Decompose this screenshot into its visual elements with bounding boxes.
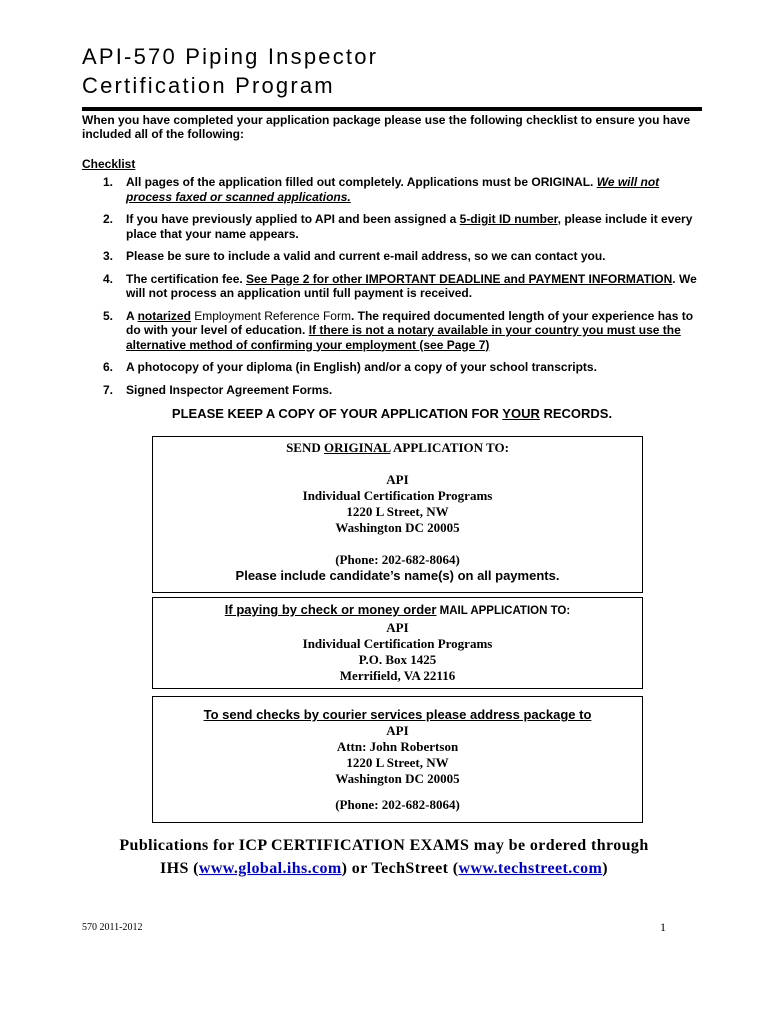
- address-dept: Individual Certification Programs: [302, 636, 493, 651]
- courier-heading: To send checks by courier services please address package to: [203, 707, 592, 722]
- courier-box: [152, 696, 643, 823]
- publications-line-1: Publications for ICP CERTIFICATION EXAMS may be ordered through: [119, 837, 649, 854]
- ihs-link[interactable]: www.global.ihs.com: [198, 860, 342, 877]
- footer-document-code: 570 2011-2012: [82, 922, 143, 933]
- checklist-item-6: 6. A photocopy of your diploma (in English) and/or a copy of your school transcripts.: [103, 360, 597, 374]
- page-number: 1: [660, 920, 666, 934]
- checklist-item-7: 7. Signed Inspector Agreement Forms.: [103, 382, 333, 397]
- address-city: Merrifield, VA 22116: [339, 668, 456, 683]
- address-attn: Attn: John Robertson: [336, 739, 459, 754]
- title-rule: [82, 107, 702, 111]
- phone-number: (Phone: 202-682-8064): [335, 552, 460, 567]
- checklist-item-5: 5. A notarized Employment Reference Form. The required documented length of your experience has to do with your level of education. If there is not a notary available in your country you must use the alternative method of confirming your employment (see Page 7): [103, 308, 694, 352]
- phone-number: (Phone: 202-682-8064): [335, 797, 460, 812]
- title-line-2: Certification Program: [82, 73, 335, 98]
- send-original-heading: SEND ORIGINAL APPLICATION TO:: [286, 440, 509, 455]
- mail-application-box: [152, 597, 643, 689]
- page-title: [82, 42, 702, 100]
- address-street: 1220 L Street, NW: [346, 755, 449, 770]
- address-pobox: P.O. Box 1425: [358, 652, 437, 667]
- checklist-item-2: 2. If you have previously applied to API and been assigned a 5-digit ID number, please include it every place that your name appears.: [103, 212, 693, 241]
- address-dept: Individual Certification Programs: [302, 488, 493, 503]
- address-org: API: [386, 723, 409, 738]
- checklist-heading: Checklist: [82, 157, 136, 171]
- techstreet-link[interactable]: www.techstreet.com: [458, 860, 603, 877]
- address-street: 1220 L Street, NW: [346, 504, 449, 519]
- publications-line-2: IHS (www.global.ihs.com) or TechStreet (www.techstreet.com): [159, 860, 609, 877]
- title-line-1: API-570 Piping Inspector: [82, 44, 379, 69]
- checklist-item-1: 1. All pages of the application filled out completely. Applications must be ORIGINAL. We will not process faxed or scanned applications.: [103, 175, 660, 204]
- address-city: Washington DC 20005: [335, 520, 460, 535]
- address-org: API: [386, 620, 409, 635]
- send-original-box: [152, 436, 643, 593]
- address-org: API: [386, 472, 409, 487]
- checklist: [82, 175, 702, 405]
- keep-copy-notice: PLEASE KEEP A COPY OF YOUR APPLICATION FOR YOUR RECORDS.: [171, 406, 613, 421]
- mail-heading: If paying by check or money order MAIL APPLICATION TO:: [224, 602, 571, 617]
- intro-text: When you have completed your application package please use the following checklist to ensure you have included all of the following:: [82, 113, 691, 141]
- checklist-item-3: 3. Please be sure to include a valid and current e-mail address, so we can contact you.: [103, 249, 606, 263]
- publications-notice: [40, 834, 728, 880]
- checklist-item-4: 4. The certification fee. See Page 2 for other IMPORTANT DEADLINE and PAYMENT INFORMATION. We will not process an application until full payment is received.: [103, 271, 697, 300]
- address-city: Washington DC 20005: [335, 771, 460, 786]
- payment-note: Please include candidate’s name(s) on all payments.: [235, 568, 560, 583]
